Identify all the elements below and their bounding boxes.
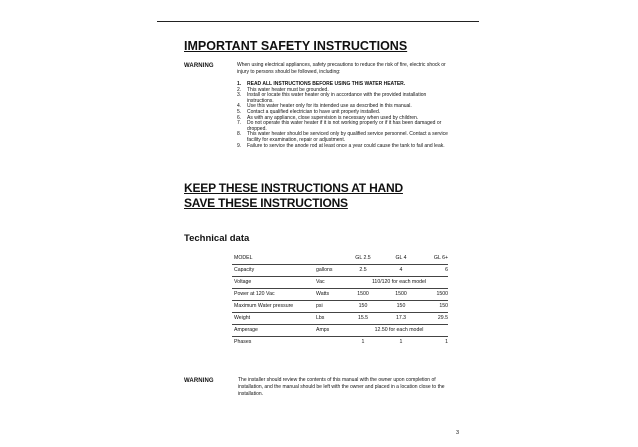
table-cell: psi [316, 303, 323, 309]
table-cell: 110/120 for each model [371, 279, 427, 285]
instruction-text: Do not operate this water heater if it is not working properly or if it has been damaged or dropped. [247, 120, 442, 132]
table-cell: Vac [316, 279, 325, 285]
table-cell: Voltage [234, 279, 252, 285]
table-cell: gallons [316, 267, 333, 273]
keep-instructions-heading: KEEP THESE INSTRUCTIONS AT HAND [184, 181, 403, 195]
table-cell: 150 [439, 303, 448, 309]
table-cell: Maximum Water pressure [234, 303, 294, 309]
table-cell: Capacity [234, 267, 255, 273]
table-cell: Watts [316, 291, 330, 297]
instruction-text: READ ALL INSTRUCTIONS BEFORE USING THIS WATER HEATER. [247, 81, 406, 87]
table-cell: 4 [399, 267, 403, 273]
page-number: 3 [456, 430, 460, 436]
table-cell: 12.50 for each model [374, 327, 424, 333]
warning-label-installer: WARNING [184, 378, 214, 384]
page-title: IMPORTANT SAFETY INSTRUCTIONS [184, 39, 408, 53]
table-row [232, 301, 448, 313]
table-row [232, 265, 448, 277]
instruction-text: Use this water heater only for its intended use as described in this manual. [247, 103, 412, 110]
instruction-text: Contact a qualified electrician to have unit properly installed. [247, 108, 381, 115]
table-cell: 29.5 [437, 315, 448, 321]
table-cell: 15.5 [357, 315, 369, 321]
instruction-number: 7. [237, 120, 242, 127]
instruction-text: Install or locate this water heater only in accordance with the provided installation instructions. [247, 92, 427, 104]
technical-data-table [232, 253, 448, 348]
instruction-number: 2. [237, 86, 242, 93]
top-rule [157, 21, 479, 22]
table-cell: GL 4 [395, 255, 407, 261]
table-row [232, 325, 448, 337]
instruction-text: This water heater should be serviced only by qualified service personnel. Contact a service facility for examination, repair or adjustment. [247, 131, 448, 143]
table-row [232, 289, 448, 301]
table-cell: Amperage [234, 327, 258, 333]
table-cell: Lbs [316, 315, 325, 321]
table-cell: Power at 120 Vac [234, 291, 275, 297]
table-cell: 150 [358, 303, 368, 309]
instruction-number: 6. [237, 114, 242, 121]
table-cell: GL 2.5 [355, 255, 371, 261]
technical-data-title: Technical data [184, 233, 250, 244]
instruction-text: This water heater must be grounded. [247, 86, 329, 93]
table-cell: 1 [361, 339, 365, 345]
table-cell: 1500 [436, 291, 448, 297]
table-cell: 1 [399, 339, 403, 345]
table-cell: GL 6+ [433, 255, 448, 261]
table-cell: 1 [445, 339, 448, 345]
instruction-item [237, 144, 449, 150]
table-row [232, 313, 448, 325]
table-row [232, 337, 448, 348]
instruction-text: Failure to service the anode rod at least once a year could cause the tank to fail and leak. [247, 142, 445, 149]
instruction-number: 5. [237, 108, 242, 115]
table-cell: Weight [234, 315, 251, 321]
instruction-number: 8. [237, 131, 242, 138]
table-row [232, 277, 448, 289]
instruction-number: 3. [237, 92, 242, 99]
warning-intro: When using electrical appliances, safety precautions to reduce the risk of fire, electric shock or injury to persons should be followed, including: [237, 62, 446, 75]
instruction-number: 1. [237, 81, 242, 87]
instruction-number: 4. [237, 103, 242, 110]
instruction-number: 9. [237, 142, 242, 149]
save-instructions-heading: SAVE THESE INSTRUCTIONS [184, 196, 348, 210]
safety-instructions-list [237, 82, 449, 149]
table-cell: 17.3 [395, 315, 407, 321]
table-header-row [232, 253, 448, 265]
table-cell: 1500 [357, 291, 369, 297]
table-cell: 2.5 [359, 267, 367, 273]
table-cell: 1500 [395, 291, 407, 297]
instruction-text: As with any appliance, close supervision is necessary when used by children. [247, 114, 419, 121]
warning-label: WARNING [184, 63, 214, 69]
table-cell: 6 [445, 267, 448, 273]
table-cell: Amps [316, 327, 330, 333]
installer-note: The installer should review the contents of this manual with the owner upon completion of installation, and the manual should be left with the owner and placed in a location close to the installation. [238, 377, 445, 397]
table-cell: Phases [234, 339, 252, 345]
table-cell: MODEL [234, 255, 253, 261]
table-cell: 150 [396, 303, 406, 309]
